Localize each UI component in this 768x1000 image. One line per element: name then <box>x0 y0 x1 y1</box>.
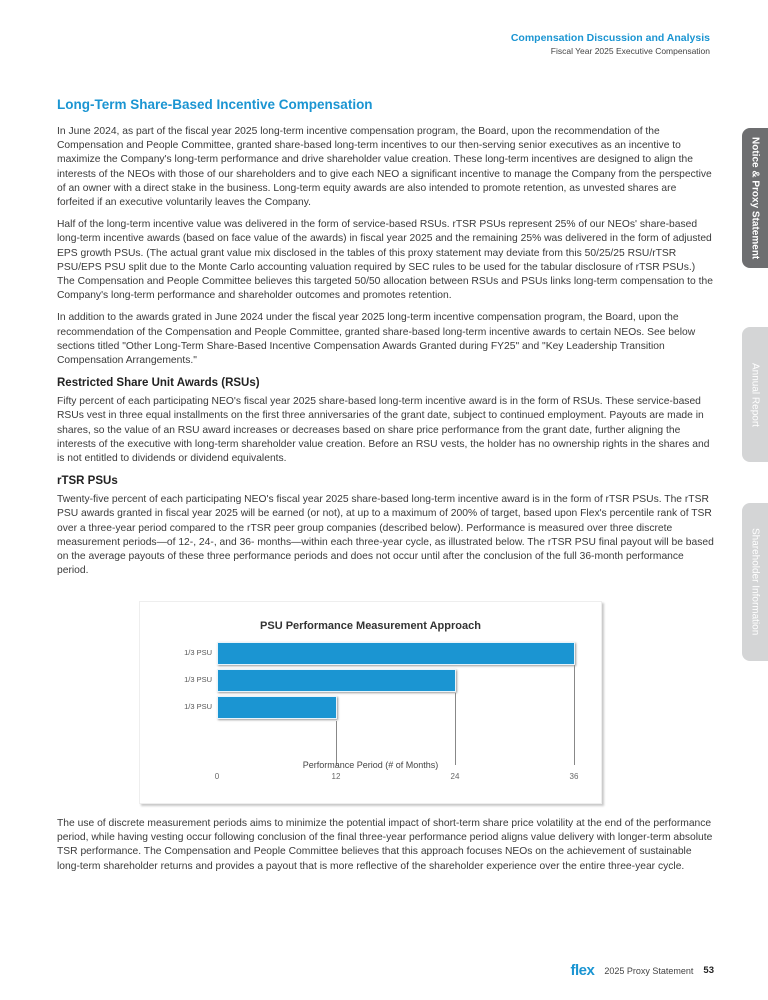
chart-title: PSU Performance Measurement Approach <box>260 620 481 632</box>
page-number: 53 <box>703 965 714 976</box>
side-tab-label: Annual Report <box>749 362 761 427</box>
tick-line-24 <box>455 693 456 765</box>
side-tab-shareholder-information[interactable] <box>742 503 768 661</box>
closing-content <box>57 817 715 882</box>
side-tab-annual-report[interactable] <box>742 327 768 462</box>
bar-label: 1/3 PSU <box>184 648 212 657</box>
side-tab-notice-proxy-statement[interactable] <box>742 128 768 268</box>
x-tick: 24 <box>450 772 460 781</box>
rtsr-paragraph: Twenty-five percent of each participating NEO's fiscal year 2025 share-based long-term incentive award is in the form of rTSR PSUs. The rTSR PSU awards granted in fiscal year 2025 will be earned (or not), at up to a maximum of 200% of target, based upon Flex's percentile rank of TSR over a three-year period compared to the rTSR peer group companies (described below). Performance is measured over three discrete measurement periods—of 12-, 24-, and 36- months—within each three-year cycle, as illustrated below. The rTSR PSU final payout will be based on the average payouts of these three performance periods and does not occur until after the conclusion of the full 36-month performance period. <box>57 494 714 577</box>
section-title: Compensation Discussion and Analysis <box>510 32 710 44</box>
x-axis-label: Performance Period (# of Months) <box>302 760 439 770</box>
rsu-heading: Restricted Share Unit Awards (RSUs) <box>57 377 260 390</box>
closing-paragraph: The use of discrete measurement periods aims to minimize the potential impact of short-term share price volatility at the end of the performance period, while having vesting occur following conclusion of the final three-year performance period aligns value delivery with longer-term absolute TSR performance. The Compensation and People Committee believes that this approach focuses NEOs on the achievement of sustainable long-term shareholder returns and provides a payout that is more reflective of the shareholder experience over the entire three-year cycle. <box>57 818 713 872</box>
flex-logo: flex <box>570 962 595 979</box>
bar-label: 1/3 PSU <box>184 702 212 711</box>
page-footer <box>571 962 715 979</box>
page-heading: Long-Term Share-Based Incentive Compensation <box>57 97 373 112</box>
side-tab-label: Shareholder Information <box>749 528 761 636</box>
tick-line-36 <box>574 665 575 765</box>
bar-12-months <box>184 696 337 719</box>
publication-name: 2025 Proxy Statement <box>604 965 694 976</box>
x-tick: 12 <box>331 772 341 781</box>
running-header <box>511 32 710 57</box>
x-tick: 36 <box>569 772 579 781</box>
rtsr-heading: rTSR PSUs <box>57 475 118 488</box>
side-tab-label: Notice & Proxy Statement <box>749 136 761 260</box>
paragraph: Half of the long-term incentive value was delivered in the form of service-based RSUs. rTSR PSUs represent 25% of our NEOs' share-based long-term incentive awards (based on face value of the awards) in fiscal year 2025 and the remaining 25% was delivered in the form of adjusted EPS growth PSUs. (The actual grant value mix disclosed in the tables of this proxy statement may deviate from this 50/25/25 RSU/rTSR PSU/EPS PSU split due to the Monte Carlo accounting valuation required by SEC rules to be used for the tabular disclosure of rTSR PSUs.) The Compensation and People Committee believes this targeted 50/50 allocation between RSUs and PSUs links long-term compensation to the Company's long-term performance and shareholder outcomes and promotes retention. <box>57 219 713 302</box>
bar-36-months <box>184 642 575 665</box>
bar-label: 1/3 PSU <box>184 675 212 684</box>
paragraph: In addition to the awards grated in June 2024 under the fiscal year 2025 long-term incentive compensation program, the Board, upon the recommendation of the Compensation and People Committee, granted share-based long-term incentive awards to certain NEOs. See below sections titled "Other Long-Term Share-Based Incentive Compensation Awards Granted during FY25" and "Key Leadership Transition Compensation Arrangements." <box>57 312 696 367</box>
rsu-paragraph: Fifty percent of each participating NEO's fiscal year 2025 share-based long-term incentive award is in the form of RSUs. These service-based RSUs vest in three equal installments on the first three anniversaries of the grant date, subject to continued employment. Payouts are made in shares, so the value of an RSU award increases or decreases based on share price performance from the grant date, further aligning the interests of the executive with long-term shareholder value creation. Before an RSU vests, the holder has no ownership rights in the shares and is not entitled to dividends or dividend equivalents. <box>57 396 710 465</box>
subsection-title: Fiscal Year 2025 Executive Compensation <box>550 46 710 56</box>
main-content <box>57 96 715 586</box>
tick-line-12 <box>336 721 337 765</box>
bar-24-months <box>184 669 456 692</box>
psu-chart <box>139 601 602 804</box>
paragraph: In June 2024, as part of the fiscal year 2025 long-term incentive compensation program, the Board, upon the recommendation of the Compensation and People Committee, granted share-based long-term incentives to our then-serving senior executives as an incentive to maximize the Company's long-term performance and drive shareholder value creation. These long-term incentives are designed to align the interests of the NEOs with those of our shareholders and to give each NEO a significant incentive to manage the Company from the perspective of an owner with a direct stake in the business. Long-term equity awards are also intended to promote retention, as unvested shares are forfeited if an executive voluntarily leaves the Company. <box>57 126 712 209</box>
x-tick: 0 <box>214 772 220 781</box>
